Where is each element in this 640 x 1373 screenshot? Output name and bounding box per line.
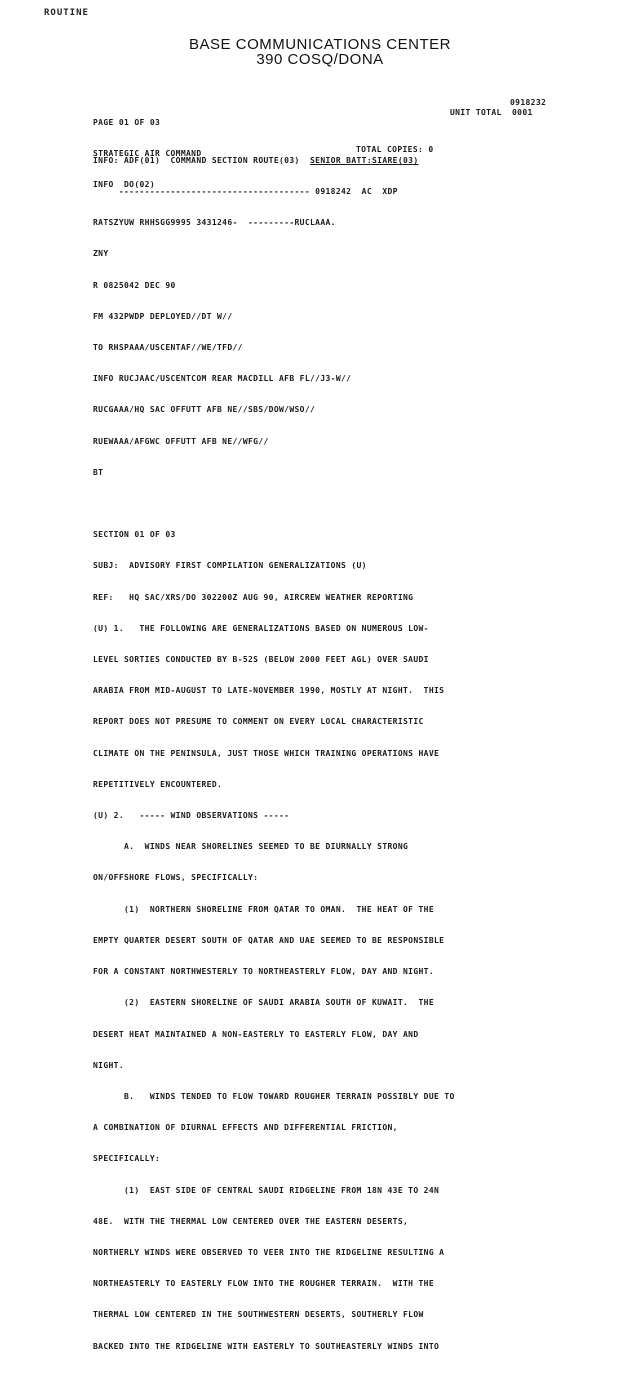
body-line: ON/OFFSHORE FLOWS, SPECIFICALLY:	[93, 873, 259, 883]
body-line: (2) EASTERN SHORELINE OF SAUDI ARABIA SOUTH OF KUWAIT. THE	[93, 998, 434, 1008]
body-line: SECTION 01 OF 03	[93, 530, 176, 540]
routing-line: RUEWAAA/AFGWC OFFUTT AFB NE//WFG//	[93, 436, 269, 446]
body-line: CLIMATE ON THE PENINSULA, JUST THOSE WHICH TRAINING OPERATIONS HAVE	[93, 748, 440, 758]
body-line: 48E. WITH THE THERMAL LOW CENTERED OVER THE EASTERN DESERTS,	[93, 1216, 409, 1226]
info-route-text: INFO: ADF(01) COMMAND SECTION ROUTE(03)	[93, 155, 300, 165]
body-line: B. WINDS TENDED TO FLOW TOWARD ROUGHER TERRAIN POSSIBLY DUE TO	[93, 1091, 455, 1101]
routing-line: INFO RUCJAAC/USCENTCOM REAR MACDILL AFB FL//J3-W//	[93, 374, 352, 384]
message-body	[93, 135, 455, 1373]
body-line: REF: HQ SAC/XRS/DO 302200Z AUG 90, AIRCREW WEATHER REPORTING	[93, 592, 414, 602]
routing-line: R 0825042 DEC 90	[93, 280, 176, 290]
body-line: (1) EAST SIDE OF CENTRAL SAUDI RIDGELINE FROM 18N 43E TO 24N	[93, 1185, 440, 1195]
body-line: NORTHEASTERLY TO EASTERLY FLOW INTO THE ROUGHER TERRAIN. WITH THE	[93, 1279, 434, 1289]
body-line: BACKED INTO THE RIDGELINE WITH EASTERLY TO SOUTHEASTERLY WINDS INTO	[93, 1341, 440, 1351]
header-title: BASE COMMUNICATIONS CENTER	[189, 36, 451, 53]
body-line: REPETITIVELY ENCOUNTERED.	[93, 779, 223, 789]
routing-line: ZNY	[93, 249, 109, 259]
body-line: SUBJ: ADVISORY FIRST COMPILATION GENERALIZATIONS (U)	[93, 561, 367, 571]
body-line: ARABIA FROM MID-AUGUST TO LATE-NOVEMBER 1990, MOSTLY AT NIGHT. THIS	[93, 686, 445, 696]
body-line: EMPTY QUARTER DESERT SOUTH OF QATAR AND UAE SEEMED TO BE RESPONSIBLE	[93, 935, 445, 945]
body-line: A. WINDS NEAR SHORELINES SEEMED TO BE DIURNALLY STRONG	[93, 842, 409, 852]
body-line: A COMBINATION OF DIURNAL EFFECTS AND DIFFERENTIAL FRICTION,	[93, 1123, 398, 1133]
command-name: STRATEGIC AIR COMMAND	[93, 149, 202, 159]
body-line: (U) 1. THE FOLLOWING ARE GENERALIZATIONS BASED ON NUMEROUS LOW-	[93, 623, 429, 633]
routing-line: RATSZYUW RHHSGG9995 3431246- ---------RUCLAAA.	[93, 218, 336, 228]
body-line: (1) NORTHERN SHORELINE FROM QATAR TO OMAN. THE HEAT OF THE	[93, 904, 434, 914]
date-time-group: 0918232	[510, 98, 547, 107]
info-routing-line	[93, 156, 455, 166]
routing-line: BT	[93, 467, 104, 477]
body-line: (U) 2. ----- WIND OBSERVATIONS -----	[93, 811, 290, 821]
body-line: LEVEL SORTIES CONDUCTED BY B-52S (BELOW 2000 FEET AGL) OVER SAUDI	[93, 655, 429, 665]
body-line: NIGHT.	[93, 1060, 124, 1070]
routing-line: RUCGAAA/HQ SAC OFFUTT AFB NE//SBS/DOW/WSO//	[93, 405, 316, 415]
body-line: THERMAL LOW CENTERED IN THE SOUTHWESTERN DESERTS, SOUTHERLY FLOW	[93, 1310, 424, 1320]
unit-total: UNIT TOTAL 0001	[450, 108, 533, 117]
blank-line	[93, 499, 455, 509]
classification-label: ROUTINE	[44, 8, 89, 18]
body-line: SPECIFICALLY:	[93, 1154, 161, 1164]
body-line: REPORT DOES NOT PRESUME TO COMMENT ON EVERY LOCAL CHARACTERISTIC	[93, 717, 424, 727]
routing-line: FM 432PWDP DEPLOYED//DT W//	[93, 311, 233, 321]
total-copies: TOTAL COPIES: 0	[356, 145, 434, 154]
senior-batt: SENIOR BATT:SIARE(03)	[310, 155, 419, 165]
routing-line: ------------------------------------- 0918242 AC XDP	[93, 187, 398, 197]
info-distribution: INFO DO(02)	[93, 180, 155, 190]
header-subtitle: 390 COSQ/DONA	[256, 51, 384, 68]
message-header	[0, 37, 640, 67]
routing-line: TO RHSPAAA/USCENTAF//WE/TFD//	[93, 343, 243, 353]
page-number: PAGE 01 OF 03	[93, 117, 161, 127]
body-line: NORTHERLY WINDS WERE OBSERVED TO VEER INTO THE RIDGELINE RESULTING A	[93, 1247, 445, 1257]
body-line: FOR A CONSTANT NORTHWESTERLY TO NORTHEASTERLY FLOW, DAY AND NIGHT.	[93, 967, 434, 977]
body-line: DESERT HEAT MAINTAINED A NON-EASTERLY TO EASTERLY FLOW, DAY AND	[93, 1029, 419, 1039]
